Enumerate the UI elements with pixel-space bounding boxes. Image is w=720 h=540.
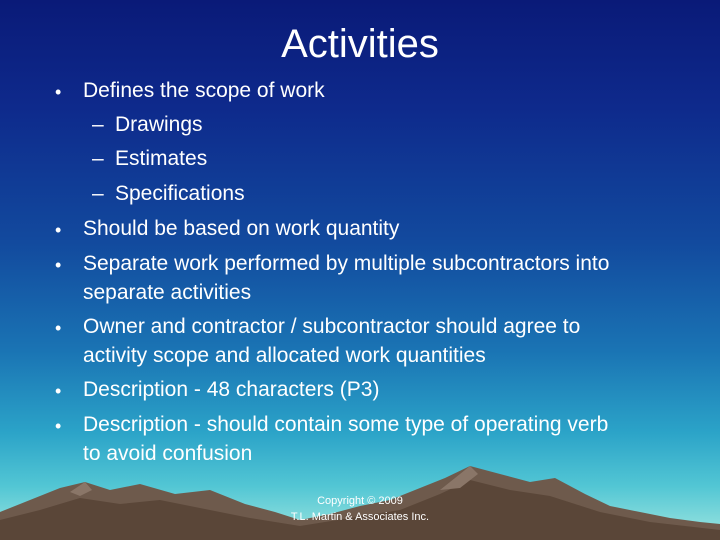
bullet-icon: • <box>55 416 62 436</box>
bullet-icon: • <box>55 220 62 240</box>
bullet-text-continued: separate activities <box>83 281 252 304</box>
bullet-icon: • <box>55 82 62 102</box>
sub-bullet-item <box>0 180 720 208</box>
bullet-item <box>0 376 720 404</box>
dash-icon: – <box>92 113 104 136</box>
sub-bullet-text: Drawings <box>115 113 203 136</box>
sub-bullet-item <box>0 145 720 173</box>
bullet-icon: • <box>55 381 62 401</box>
bullet-text: Should be based on work quantity <box>83 217 400 240</box>
dash-icon: – <box>92 147 104 170</box>
bullet-item <box>0 411 720 467</box>
bullet-text: Description - should contain some type of operating verb <box>83 413 609 436</box>
sub-bullet-text: Estimates <box>115 147 208 170</box>
copyright-line-1: Copyright © 2009 <box>317 495 403 507</box>
bullet-text: Description - 48 characters (P3) <box>83 378 380 401</box>
bullet-text: Separate work performed by multiple subcontractors into <box>83 252 610 275</box>
bullet-item <box>0 313 720 369</box>
bullet-text: Defines the scope of work <box>83 79 325 102</box>
slide-title: Activities <box>281 22 439 66</box>
bullet-item <box>0 250 720 306</box>
bullet-item <box>0 77 720 105</box>
bullet-text-continued: to avoid confusion <box>83 442 253 465</box>
bullet-text-continued: activity scope and allocated work quantities <box>83 344 486 367</box>
copyright-line-2: T.L. Martin & Associates Inc. <box>290 511 430 523</box>
bullet-text: Owner and contractor / subcontractor should agree to <box>83 315 581 338</box>
copyright-notice <box>260 493 460 525</box>
dash-icon: – <box>92 182 104 205</box>
bullet-item <box>0 215 720 243</box>
sub-bullet-text: Specifications <box>115 182 245 205</box>
bullet-icon: • <box>55 255 62 275</box>
sub-bullet-item <box>0 111 720 139</box>
bullet-icon: • <box>55 318 62 338</box>
